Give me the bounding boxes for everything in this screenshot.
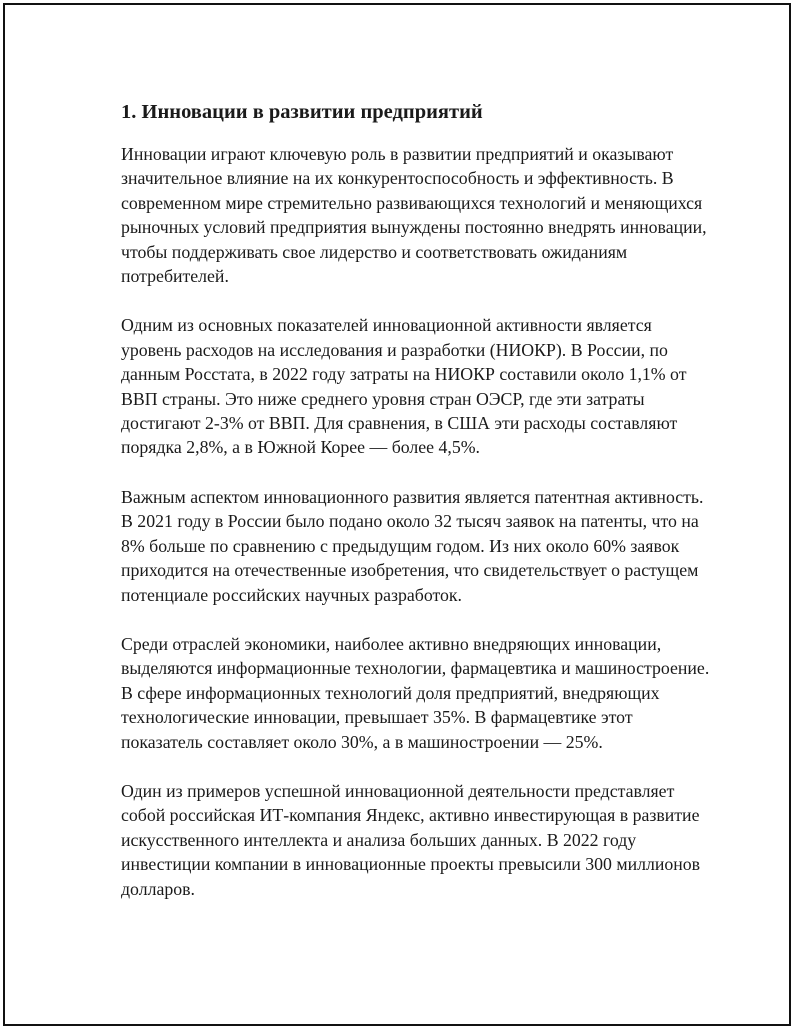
document-body	[121, 100, 711, 926]
paragraph-intro: Инновации играют ключевую роль в развитии предприятий и оказывают значительное влияние на их конкурентоспособность и эффективность. В современном мире стремительно развивающихся технологий и меняющихся рыночных условий предприятия вынуждены постоянно внедрять инновации, чтобы поддерживать свое лидерство и соответствовать ожиданиям потребителей.	[121, 144, 707, 287]
section-heading: 1. Инновации в развитии предприятий	[121, 101, 483, 123]
paragraph-rnd-spending: Одним из основных показателей инновационной активности является уровень расходов на исследования и разработки (НИОКР). В России, по данным Росстата, в 2022 году затраты на НИОКР составили около 1,1% от ВВП страны. Это ниже среднего уровня стран ОЭСР, где эти затраты достигают 2-3% от ВВП. Для сравнения, в США эти расходы составляют порядка 2,8%, а в Южной Корее — более 4,5%.	[121, 315, 687, 458]
document-page	[3, 3, 791, 1026]
paragraph-patents: Важным аспектом инновационного развития является патентная активность. В 2021 году в России было подано около 32 тысяч заявок на патенты, что на 8% больше по сравнению с предыдущим годом. Из них около 60% заявок приходится на отечественные изобретения, что свидетельствует о растущем потенциале российских научных разработок.	[121, 486, 704, 605]
paragraph-yandex-example: Один из примеров успешной инновационной деятельности представляет собой российская ИТ-компания Яндекс, активно инвестирующая в развитие искусственного интеллекта и анализа больших данных. В 2022 году инвестиции компании в инновационные проекты превысили 300 миллионов долларов.	[121, 780, 701, 899]
paragraph-industries: Среди отраслей экономики, наиболее активно внедряющих инновации, выделяются информационные технологии, фармацевтика и машиностроение. В сфере информационных технологий доля предприятий, внедряющих технологические инновации, превышает 35%. В фармацевтике этот показатель составляет около 30%, а в машиностроении — 25%.	[121, 633, 710, 752]
